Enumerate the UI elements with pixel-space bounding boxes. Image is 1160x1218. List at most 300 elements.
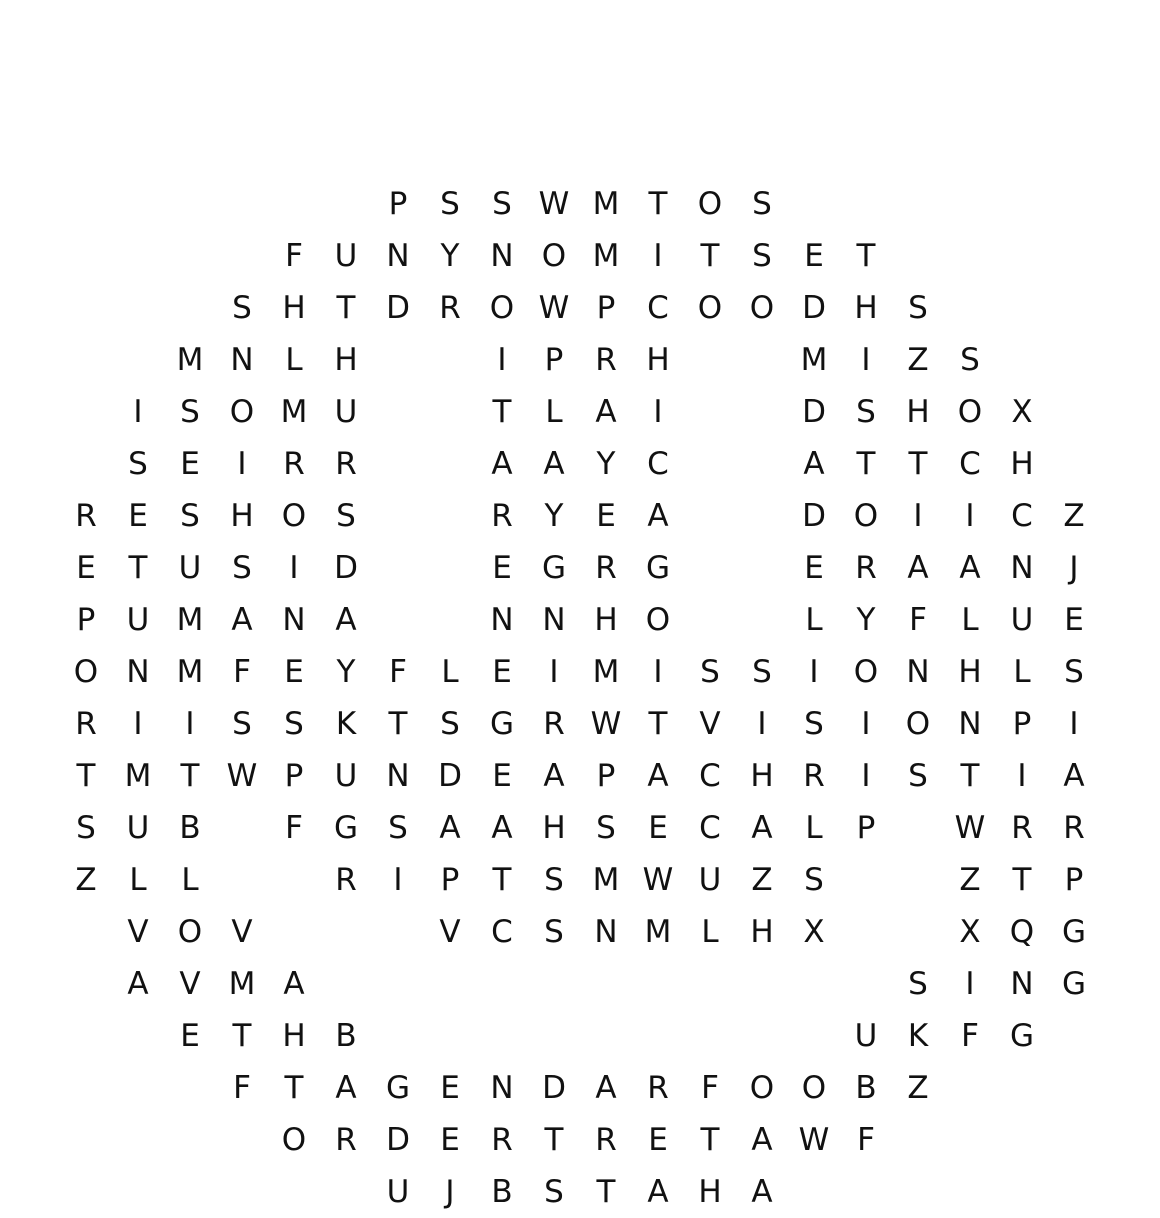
letter-cell[interactable]: L (701, 914, 719, 950)
letter-cell[interactable]: S (856, 394, 876, 430)
letter-cell[interactable]: M (176, 342, 204, 378)
letter-cell[interactable]: T (856, 238, 876, 274)
letter-cell[interactable]: O (853, 498, 879, 534)
letter-cell[interactable]: U (334, 394, 358, 430)
letter-cell[interactable]: H (646, 342, 670, 378)
puzzle-row (0, 438, 1160, 490)
letter-cell[interactable]: G (1061, 914, 1087, 950)
letter-cell[interactable]: I (965, 498, 975, 534)
letter-cell[interactable]: A (543, 758, 565, 794)
letter-cell[interactable]: I (133, 394, 143, 430)
puzzle-row (0, 230, 1160, 282)
letter-cell[interactable]: E (492, 758, 512, 794)
puzzle-row (0, 906, 1160, 958)
letter-cell[interactable]: H (282, 1018, 306, 1054)
letter-cell[interactable]: I (185, 706, 195, 742)
letter-cell[interactable]: Z (1063, 498, 1085, 534)
letter-cell[interactable]: O (749, 1070, 775, 1106)
letter-cell[interactable]: T (492, 862, 512, 898)
letter-cell[interactable]: O (645, 602, 671, 638)
letter-cell[interactable]: I (237, 446, 247, 482)
letter-cell[interactable]: O (541, 238, 567, 274)
letter-cell[interactable]: D (334, 550, 358, 586)
letter-cell[interactable]: A (491, 810, 513, 846)
letter-cell[interactable]: R (491, 1122, 513, 1158)
letter-cell[interactable]: T (1012, 862, 1032, 898)
letter-cell[interactable]: F (233, 1070, 251, 1106)
letter-cell[interactable]: T (596, 1174, 616, 1210)
letter-cell[interactable]: S (752, 186, 772, 222)
letter-cell[interactable]: A (439, 810, 461, 846)
letter-cell[interactable]: H (750, 914, 774, 950)
letter-cell[interactable]: M (644, 914, 672, 950)
letter-cell[interactable]: M (592, 862, 620, 898)
letter-cell[interactable]: C (1011, 498, 1033, 534)
letter-cell[interactable]: C (959, 446, 981, 482)
letter-cell[interactable]: A (751, 810, 773, 846)
letter-cell[interactable]: R (75, 706, 97, 742)
letter-cell[interactable]: I (861, 706, 871, 742)
letter-cell[interactable]: B (335, 1018, 357, 1054)
letter-cell[interactable]: B (491, 1174, 513, 1210)
letter-cell[interactable]: A (647, 1174, 669, 1210)
letter-cell[interactable]: B (855, 1070, 877, 1106)
letter-cell[interactable]: F (701, 1070, 719, 1106)
letter-cell[interactable]: P (596, 758, 616, 794)
letter-cell[interactable]: N (958, 706, 982, 742)
letter-cell[interactable]: I (289, 550, 299, 586)
letter-cell[interactable]: V (127, 914, 149, 950)
letter-cell[interactable]: A (543, 446, 565, 482)
letter-cell[interactable]: I (861, 342, 871, 378)
letter-cell[interactable]: N (230, 342, 254, 378)
letter-cell[interactable]: E (804, 550, 824, 586)
letter-cell[interactable]: H (594, 602, 618, 638)
letter-cell[interactable]: S (908, 966, 928, 1002)
letter-cell[interactable]: V (231, 914, 253, 950)
letter-cell[interactable]: M (228, 966, 256, 1002)
puzzle-row (0, 282, 1160, 334)
letter-cell[interactable]: P (440, 862, 460, 898)
letter-cell[interactable]: F (285, 238, 303, 274)
letter-cell[interactable]: M (176, 602, 204, 638)
letter-cell[interactable]: L (129, 862, 147, 898)
letter-cell[interactable]: F (233, 654, 251, 690)
letter-cell[interactable]: U (126, 602, 150, 638)
letter-cell[interactable]: X (1011, 394, 1033, 430)
letter-cell[interactable]: U (334, 238, 358, 274)
letter-cell[interactable]: N (386, 238, 410, 274)
letter-cell[interactable]: H (334, 342, 358, 378)
letter-cell[interactable]: R (335, 862, 357, 898)
letter-cell[interactable]: O (697, 290, 723, 326)
letter-cell[interactable]: T (908, 446, 928, 482)
puzzle-row (0, 802, 1160, 854)
letter-cell[interactable]: X (803, 914, 825, 950)
letter-cell[interactable]: T (960, 758, 980, 794)
letter-cell[interactable]: K (907, 1018, 929, 1054)
letter-cell[interactable]: P (856, 810, 876, 846)
letter-cell[interactable]: T (388, 706, 408, 742)
letter-cell[interactable]: H (906, 394, 930, 430)
letter-cell[interactable]: V (699, 706, 721, 742)
letter-cell[interactable]: A (647, 498, 669, 534)
letter-cell[interactable]: S (232, 706, 252, 742)
letter-cell[interactable]: N (490, 238, 514, 274)
letter-cell[interactable]: S (1064, 654, 1084, 690)
letter-cell[interactable]: N (594, 914, 618, 950)
letter-cell[interactable]: T (284, 1070, 304, 1106)
letter-cell[interactable]: P (1064, 862, 1084, 898)
puzzle-row (0, 1062, 1160, 1114)
letter-cell[interactable]: Y (440, 238, 460, 274)
letter-cell[interactable]: R (335, 1122, 357, 1158)
letter-cell[interactable]: E (128, 498, 148, 534)
letter-cell[interactable]: H (854, 290, 878, 326)
letter-cell[interactable]: T (648, 706, 668, 742)
puzzle-row (0, 334, 1160, 386)
letter-cell[interactable]: O (281, 1122, 307, 1158)
letter-cell[interactable]: R (283, 446, 305, 482)
letter-cell[interactable]: C (647, 290, 669, 326)
letter-cell[interactable]: R (439, 290, 461, 326)
letter-cell[interactable]: Y (596, 446, 616, 482)
letter-cell[interactable]: G (645, 550, 671, 586)
letter-cell[interactable]: B (179, 810, 201, 846)
letter-cell[interactable]: G (385, 1070, 411, 1106)
letter-cell[interactable]: N (906, 654, 930, 690)
letter-cell[interactable]: O (853, 654, 879, 690)
puzzle-row (0, 1166, 1160, 1218)
letter-cell[interactable]: S (388, 810, 408, 846)
letter-cell[interactable]: O (73, 654, 99, 690)
puzzle-row (0, 958, 1160, 1010)
letter-cell[interactable]: P (596, 290, 616, 326)
letter-cell[interactable]: S (804, 862, 824, 898)
letter-cell[interactable]: A (283, 966, 305, 1002)
letter-cell[interactable]: L (1013, 654, 1031, 690)
letter-cell[interactable]: S (596, 810, 616, 846)
letter-cell[interactable]: A (127, 966, 149, 1002)
letter-cell[interactable]: A (491, 446, 513, 482)
letter-cell[interactable]: U (854, 1018, 878, 1054)
letter-cell[interactable]: H (750, 758, 774, 794)
letter-cell[interactable]: E (596, 498, 616, 534)
letter-cell[interactable]: C (647, 446, 669, 482)
letter-cell[interactable]: A (959, 550, 981, 586)
letter-cell[interactable]: C (699, 810, 721, 846)
letter-cell[interactable]: M (800, 342, 828, 378)
letter-cell[interactable]: S (544, 862, 564, 898)
letter-cell[interactable]: T (128, 550, 148, 586)
letter-cell[interactable]: W (590, 706, 622, 742)
puzzle-row (0, 1114, 1160, 1166)
letter-cell[interactable]: M (124, 758, 152, 794)
letter-cell[interactable]: E (76, 550, 96, 586)
letter-cell[interactable]: A (751, 1122, 773, 1158)
letter-cell[interactable]: P (76, 602, 96, 638)
letter-cell[interactable]: R (543, 706, 565, 742)
letter-cell[interactable]: R (595, 550, 617, 586)
letter-cell[interactable]: N (542, 602, 566, 638)
letter-cell[interactable]: S (908, 758, 928, 794)
letter-cell[interactable]: S (960, 342, 980, 378)
letter-cell[interactable]: G (1061, 966, 1087, 1002)
letter-cell[interactable]: E (440, 1122, 460, 1158)
letter-cell[interactable]: R (647, 1070, 669, 1106)
letter-cell[interactable]: E (180, 446, 200, 482)
letter-cell[interactable]: U (126, 810, 150, 846)
letter-cell[interactable]: D (802, 290, 826, 326)
letter-cell[interactable]: N (490, 602, 514, 638)
letter-cell[interactable]: T (544, 1122, 564, 1158)
letter-cell[interactable]: W (538, 290, 570, 326)
letter-cell[interactable]: P (544, 342, 564, 378)
letter-cell[interactable]: S (180, 394, 200, 430)
letter-cell[interactable]: Y (856, 602, 876, 638)
letter-cell[interactable]: S (752, 238, 772, 274)
letter-cell[interactable]: I (653, 394, 663, 430)
letter-cell[interactable]: T (492, 394, 512, 430)
letter-cell[interactable]: T (336, 290, 356, 326)
letter-cell[interactable]: W (538, 186, 570, 222)
letter-cell[interactable]: R (803, 758, 825, 794)
letter-cell[interactable]: Z (751, 862, 773, 898)
letter-cell[interactable]: A (1063, 758, 1085, 794)
letter-cell[interactable]: L (805, 810, 823, 846)
letter-cell[interactable]: O (229, 394, 255, 430)
letter-cell[interactable]: T (856, 446, 876, 482)
letter-cell[interactable]: L (181, 862, 199, 898)
letter-cell[interactable]: L (285, 342, 303, 378)
letter-cell[interactable]: A (231, 602, 253, 638)
letter-cell[interactable]: D (438, 758, 462, 794)
letter-cell[interactable]: Z (907, 1070, 929, 1106)
letter-cell[interactable]: S (284, 706, 304, 742)
letter-cell[interactable]: S (492, 186, 512, 222)
letter-cell[interactable]: R (1063, 810, 1085, 846)
letter-cell[interactable]: J (1069, 550, 1079, 586)
letter-cell[interactable]: A (907, 550, 929, 586)
letter-cell[interactable]: E (804, 238, 824, 274)
letter-cell[interactable]: W (226, 758, 258, 794)
letter-cell[interactable]: F (909, 602, 927, 638)
letter-cell[interactable]: O (749, 290, 775, 326)
letter-cell[interactable]: U (698, 862, 722, 898)
letter-cell[interactable]: A (595, 1070, 617, 1106)
puzzle-row (0, 542, 1160, 594)
letter-cell[interactable]: L (441, 654, 459, 690)
letter-cell[interactable]: F (961, 1018, 979, 1054)
letter-cell[interactable]: E (492, 550, 512, 586)
letter-cell[interactable]: N (282, 602, 306, 638)
letter-cell[interactable]: H (282, 290, 306, 326)
letter-cell[interactable]: Z (959, 862, 981, 898)
letter-cell[interactable]: I (1017, 758, 1027, 794)
letter-cell[interactable]: N (1010, 550, 1034, 586)
letter-cell[interactable]: I (1069, 706, 1079, 742)
letter-cell[interactable]: I (653, 654, 663, 690)
letter-cell[interactable]: H (698, 1174, 722, 1210)
letter-cell[interactable]: O (905, 706, 931, 742)
letter-cell[interactable]: Y (544, 498, 564, 534)
letter-cell[interactable]: S (804, 706, 824, 742)
letter-cell[interactable]: U (334, 758, 358, 794)
puzzle-row (0, 178, 1160, 230)
letter-cell[interactable]: L (805, 602, 823, 638)
letter-cell[interactable]: S (908, 290, 928, 326)
letter-cell[interactable]: O (281, 498, 307, 534)
puzzle-row (0, 698, 1160, 750)
letter-cell[interactable]: A (647, 758, 669, 794)
letter-cell[interactable]: C (491, 914, 513, 950)
puzzle-row (0, 490, 1160, 542)
letter-cell[interactable]: A (335, 1070, 357, 1106)
letter-cell[interactable]: F (857, 1122, 875, 1158)
letter-cell[interactable]: O (489, 290, 515, 326)
letter-cell[interactable]: U (1010, 602, 1034, 638)
letter-cell[interactable]: S (544, 1174, 564, 1210)
letter-cell[interactable]: T (232, 1018, 252, 1054)
letter-cell[interactable]: H (958, 654, 982, 690)
letter-cell[interactable]: T (76, 758, 96, 794)
letter-cell[interactable]: Z (907, 342, 929, 378)
letter-cell[interactable]: A (751, 1174, 773, 1210)
letter-cell[interactable]: I (653, 238, 663, 274)
letter-cell[interactable]: S (232, 550, 252, 586)
letter-cell[interactable]: I (393, 862, 403, 898)
letter-cell[interactable]: R (491, 498, 513, 534)
letter-cell[interactable]: S (180, 498, 200, 534)
letter-cell[interactable]: P (284, 758, 304, 794)
letter-cell[interactable]: Q (1009, 914, 1035, 950)
puzzle-row (0, 750, 1160, 802)
letter-cell[interactable]: I (497, 342, 507, 378)
letter-cell[interactable]: E (180, 1018, 200, 1054)
letter-cell[interactable]: N (1010, 966, 1034, 1002)
letter-cell[interactable]: S (752, 654, 772, 690)
letter-cell[interactable]: A (595, 394, 617, 430)
letter-cell[interactable]: U (386, 1174, 410, 1210)
letter-cell[interactable]: T (648, 186, 668, 222)
letter-cell[interactable]: S (700, 654, 720, 690)
letter-cell[interactable]: W (954, 810, 986, 846)
letter-cell[interactable]: W (642, 862, 674, 898)
letter-cell[interactable]: J (445, 1174, 455, 1210)
letter-cell[interactable]: G (333, 810, 359, 846)
letter-cell[interactable]: U (178, 550, 202, 586)
letter-cell[interactable]: I (913, 498, 923, 534)
letter-cell[interactable]: I (133, 706, 143, 742)
letter-cell[interactable]: S (232, 290, 252, 326)
letter-cell[interactable]: M (592, 186, 620, 222)
letter-cell[interactable]: D (802, 498, 826, 534)
letter-cell[interactable]: I (965, 966, 975, 1002)
letter-cell[interactable]: D (386, 1122, 410, 1158)
letter-cell[interactable]: W (798, 1122, 830, 1158)
letter-cell[interactable]: A (803, 446, 825, 482)
letter-cell[interactable]: T (180, 758, 200, 794)
letter-cell[interactable]: P (388, 186, 408, 222)
letter-cell[interactable]: N (490, 1070, 514, 1106)
letter-cell[interactable]: Z (75, 862, 97, 898)
letter-cell[interactable]: O (177, 914, 203, 950)
letter-cell[interactable]: T (700, 1122, 720, 1158)
letter-cell[interactable]: G (1009, 1018, 1035, 1054)
letter-cell[interactable]: V (179, 966, 201, 1002)
letter-cell[interactable]: D (542, 1070, 566, 1106)
letter-cell[interactable]: K (335, 706, 357, 742)
letter-cell[interactable]: F (389, 654, 407, 690)
letter-cell[interactable]: A (335, 602, 357, 638)
letter-cell[interactable]: V (439, 914, 461, 950)
letter-cell[interactable]: R (1011, 810, 1033, 846)
letter-cell[interactable]: H (230, 498, 254, 534)
puzzle-row (0, 646, 1160, 698)
letter-cell[interactable]: O (957, 394, 983, 430)
letter-cell[interactable]: S (544, 914, 564, 950)
letter-cell[interactable]: I (757, 706, 767, 742)
letter-cell[interactable]: D (802, 394, 826, 430)
puzzle-row (0, 386, 1160, 438)
letter-cell[interactable]: R (855, 550, 877, 586)
letter-cell[interactable]: Y (336, 654, 356, 690)
letter-cell[interactable]: O (801, 1070, 827, 1106)
letter-cell[interactable]: T (700, 238, 720, 274)
letter-cell[interactable]: R (595, 1122, 617, 1158)
letter-cell[interactable]: H (542, 810, 566, 846)
letter-cell[interactable]: M (280, 394, 308, 430)
puzzle-row (0, 594, 1160, 646)
letter-cell[interactable]: E (648, 810, 668, 846)
letter-cell[interactable]: F (285, 810, 303, 846)
letter-cell[interactable]: O (697, 186, 723, 222)
letter-cell[interactable]: R (595, 342, 617, 378)
letter-cell[interactable]: H (1010, 446, 1034, 482)
letter-cell[interactable]: E (648, 1122, 668, 1158)
letter-cell[interactable]: E (1064, 602, 1084, 638)
letter-cell[interactable]: S (128, 446, 148, 482)
letter-cell[interactable]: L (545, 394, 563, 430)
letter-cell[interactable]: G (541, 550, 567, 586)
letter-cell[interactable]: L (961, 602, 979, 638)
letter-cell[interactable]: S (440, 706, 460, 742)
letter-cell[interactable]: M (592, 238, 620, 274)
letter-cell[interactable]: E (440, 1070, 460, 1106)
letter-cell[interactable]: G (489, 706, 515, 742)
letter-cell[interactable]: E (492, 654, 512, 690)
letter-cell[interactable]: S (440, 186, 460, 222)
letter-cell[interactable]: I (809, 654, 819, 690)
letter-cell[interactable]: P (1012, 706, 1032, 742)
letter-cell[interactable]: R (75, 498, 97, 534)
puzzle-row (0, 1010, 1160, 1062)
letter-cell[interactable]: S (76, 810, 96, 846)
letter-cell[interactable]: I (861, 758, 871, 794)
letter-cell[interactable]: E (284, 654, 304, 690)
letter-cell[interactable]: C (699, 758, 721, 794)
letter-cell[interactable]: X (959, 914, 981, 950)
letter-cell[interactable]: M (592, 654, 620, 690)
letter-cell[interactable]: S (336, 498, 356, 534)
letter-cell[interactable]: N (126, 654, 150, 690)
letter-cell[interactable]: R (335, 446, 357, 482)
letter-cell[interactable]: D (386, 290, 410, 326)
letter-cell[interactable]: I (549, 654, 559, 690)
puzzle-row (0, 854, 1160, 906)
letter-cell[interactable]: M (176, 654, 204, 690)
letter-cell[interactable]: N (386, 758, 410, 794)
